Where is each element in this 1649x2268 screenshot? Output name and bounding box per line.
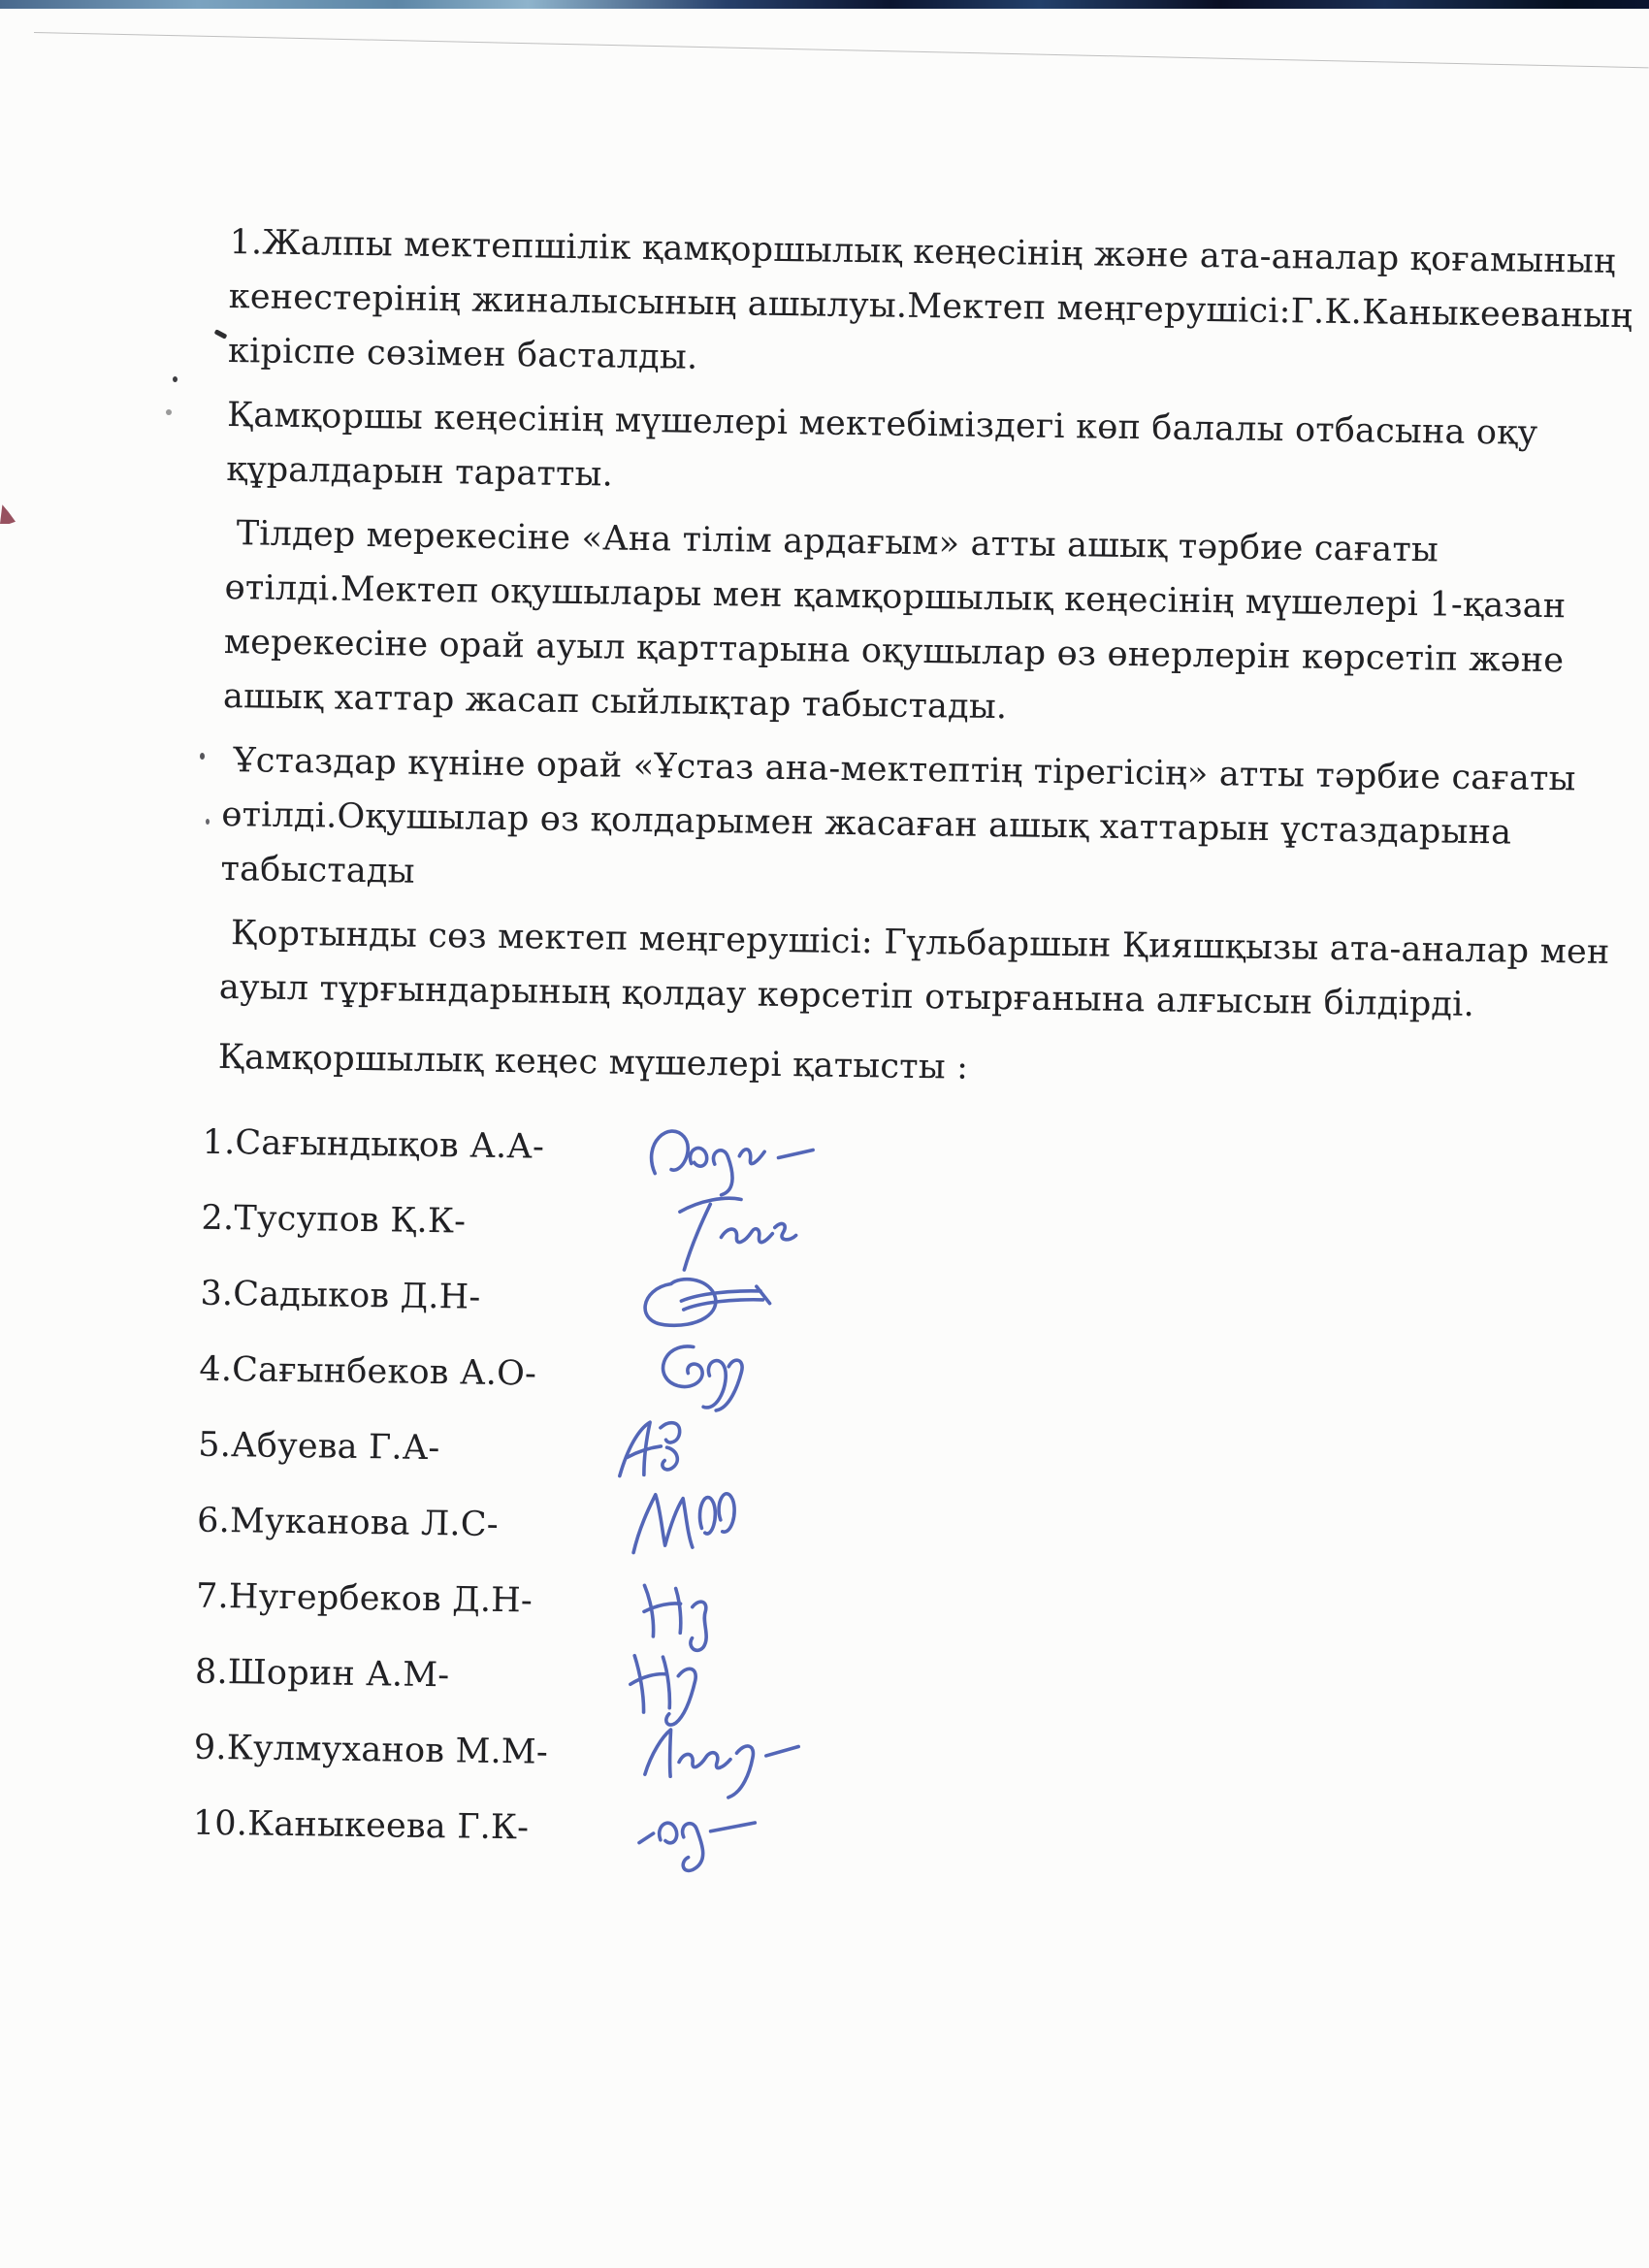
text-line: Ұстаздар күніне орай «Ұстаз ана-мектептің тірегісің» атты тәрбие сағаты (221, 740, 1576, 799)
text-line: кенестерінің жиналысының ашылуы.Мектеп меңгерушісі:Г.К.Каныкееваның (228, 276, 1633, 337)
scan-speck (166, 409, 172, 415)
text-line: Қамқоршы кеңесінің мүшелері мектебіміздегі көп балалы отбасына оқу (226, 395, 1538, 453)
text-line: Қамқоршылық кеңес мүшелері қатысты : (217, 1037, 969, 1087)
attendee-name: 10.Каныкеева Г.К- (192, 1803, 530, 1848)
attendee-row (192, 1797, 1410, 1890)
attendee-name: 2.Тусупов Қ.К- (201, 1198, 467, 1242)
text-line: мерекесіне орай ауыл қарттарына оқушылар өз өнерлерін көрсетіп және (223, 622, 1565, 681)
paragraph-attendees-heading (217, 1030, 1421, 1101)
attendee-name: 6.Муканова Л.С- (196, 1501, 500, 1544)
scan-red-mark (0, 502, 16, 524)
paragraph-teachers-day (220, 733, 1576, 913)
attendee-name: 7.Нугербеков Д.Н- (195, 1576, 534, 1621)
paragraph-opening (227, 215, 1633, 395)
attendee-name: 8.Шорин А.М- (194, 1652, 450, 1696)
text-line: өтілді.Оқушылар өз қолдарымен жасаған ашық хаттарын ұстаздарына (221, 794, 1512, 853)
attendee-name: 9.Кулмуханов М.М- (193, 1728, 549, 1772)
paragraph-closing-word (218, 906, 1610, 1031)
text-line: құралдарын таратты. (226, 449, 614, 495)
text-line: 1.Жалпы мектепшілік қамқоршылық кеңесінің және ата-аналар қоғамының (229, 222, 1616, 281)
text-line: Тілдер мерекесіне «Ана тілім ардағым» атты ашық тәрбие сағаты (225, 513, 1439, 570)
signature-ink (638, 1103, 876, 1213)
scan-speck (214, 329, 228, 340)
scan-speck (200, 753, 205, 760)
text-line: табыстады (220, 849, 416, 891)
attendee-name: 5.Абуева Г.А- (198, 1425, 440, 1469)
attendee-name: 4.Сағынбеков А.О- (199, 1349, 537, 1394)
text-line: Қортынды сөз мектеп меңгерушісі: Гүльбаршын Қияшқызы ата-аналар мен (219, 913, 1610, 972)
text-line: ашық хаттар жасап сыйлықтар табыстады. (222, 676, 1008, 728)
scan-edge-artifact-bar (0, 0, 1649, 9)
scan-page-edge-line (34, 32, 1649, 68)
text-line: өтілді.Мектеп оқушылары мен қамқоршылық кеңесінің мүшелері 1-қазан (224, 567, 1567, 627)
paragraph-language-holiday (222, 506, 1567, 740)
attendee-name: 3.Садыков Д.Н- (200, 1274, 481, 1317)
text-line: кіріспе сөзімен басталды. (227, 331, 698, 377)
document-body (192, 215, 1633, 1889)
attendee-list (192, 1116, 1420, 1889)
text-line: ауыл тұрғындарының қолдау көрсетіп отырғанына алғысын білдірді. (218, 967, 1475, 1024)
paragraph-textbooks (226, 388, 1538, 513)
scan-speck (173, 376, 178, 382)
scan-speck (206, 819, 210, 825)
attendee-name: 1.Сағындықов А.А- (202, 1122, 545, 1167)
